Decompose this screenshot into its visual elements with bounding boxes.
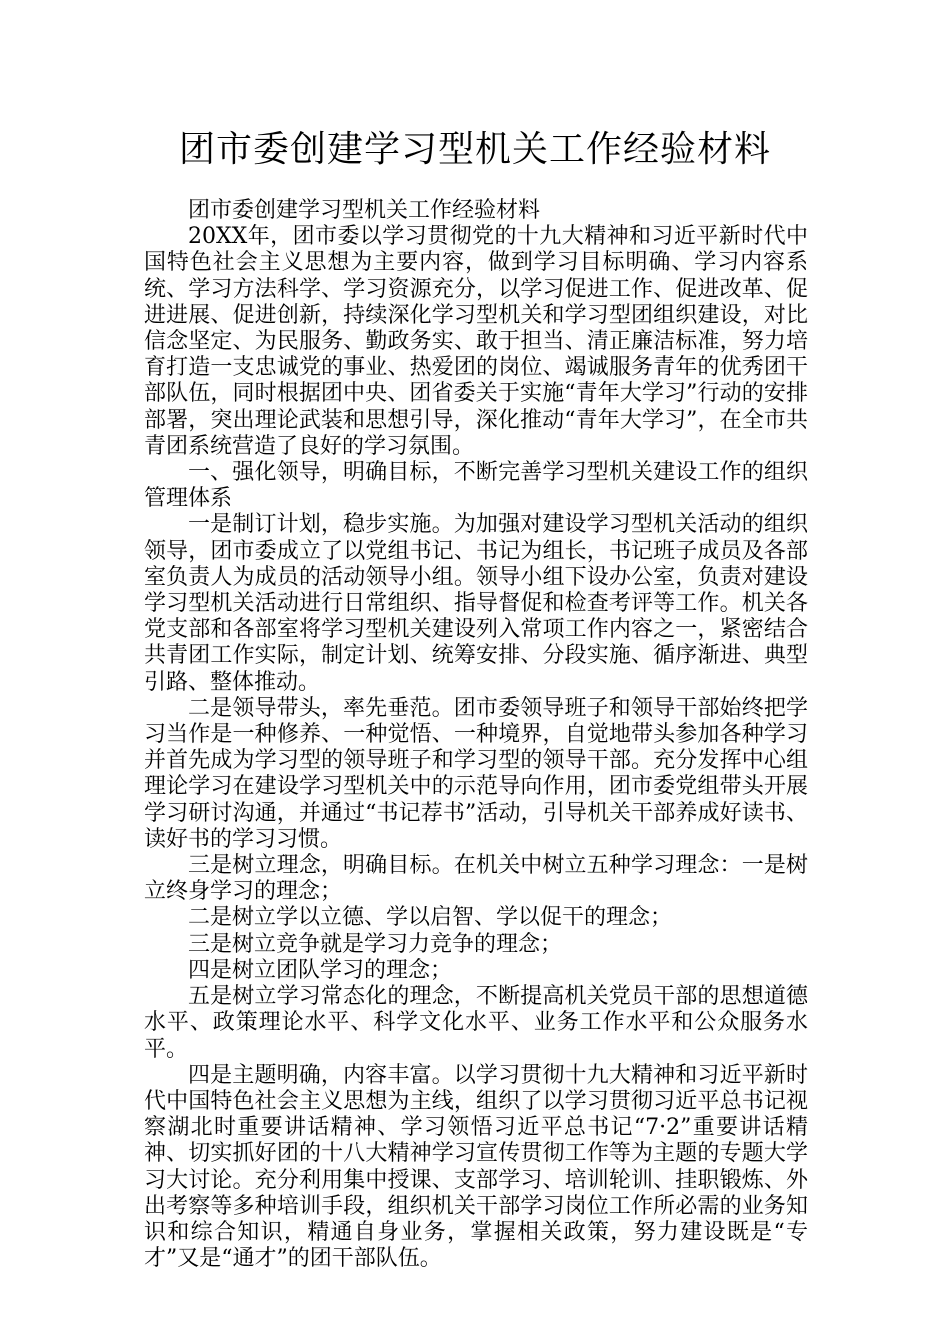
- paragraph-concept-two: 二是树立学以立德、学以启智、学以促干的理念；: [188, 905, 673, 931]
- paragraph-section-heading: 一、强化领导，明确目标，不断完善学习型机关建设工作的组织管理体系: [144, 460, 808, 512]
- document-body: [144, 198, 808, 1272]
- paragraph-concept-three: 三是树立竞争就是学习力竞争的理念；: [188, 931, 563, 957]
- paragraph-point-four: 四是主题明确，内容丰富。以学习贯彻十九大精神和习近平新时代中国特色社会主义思想为主线，组织了以学习贯彻习近平总书记视察湖北时重要讲话精神、学习领悟习近平总书记“7·2”重要讲话精神、切实抓好团的十八大精神学习宣传贯彻工作等为主题的专题大学习大讨论。充分利用集中授课、支部学习、培训轮训、挂职锻炼、外出考察等多种培训手段，组织机关干部学习岗位工作所必需的业务知识和综合知识，精通自身业务，掌握相关政策，努力建设既是“专才”又是“通才”的团干部队伍。: [144, 1062, 808, 1272]
- paragraph-subtitle: 团市委创建学习型机关工作经验材料: [188, 198, 541, 223]
- paragraph-concept-five: 五是树立学习常态化的理念，不断提高机关党员干部的思想道德水平、政策理论水平、科学文化水平、业务工作水平和公众服务水平。: [144, 984, 808, 1062]
- paragraph-point-one: 一是制订计划，稳步实施。为加强对建设学习型机关活动的组织领导，团市委成立了以党组书记、书记为组长，书记班子成员及各部室负责人为成员的活动领导小组。领导小组下设办公室，负责对建设学习型机关活动进行日常组织、指导督促和检查考评等工作。机关各党支部和各部室将学习型机关建设列入常项工作内容之一，紧密结合共青团工作实际，制定计划、统筹安排、分段实施、循序渐进、典型引路、整体推动。: [144, 512, 808, 695]
- paragraph-intro: 20XX年，团市委以学习贯彻党的十九大精神和习近平新时代中国特色社会主义思想为主要内容，做到学习目标明确、学习内容系统、学习方法科学、学习资源充分，以学习促进工作、促进改革、促进进展、促进创新，持续深化学习型机关和学习型团组织建设，对比信念坚定、为民服务、勤政务实、敢于担当、清正廉洁标准，努力培育打造一支忠诚党的事业、热爱团的岗位、竭诚服务青年的优秀团干部队伍，同时根据团中央、团省委关于实施“青年大学习”行动的安排部署，突出理论武装和思想引导，深化推动“青年大学习”，在全市共青团系统营造了良好的学习氛围。: [144, 224, 808, 459]
- paragraph-concept-four: 四是树立团队学习的理念；: [188, 957, 453, 983]
- document-title: 团市委创建学习型机关工作经验材料: [178, 129, 771, 170]
- paragraph-point-two: 二是领导带头，率先垂范。团市委领导班子和领导干部始终把学习当作是一种修养、一种觉悟、一种境界，自觉地带头参加各种学习并首先成为学习型的领导班子和学习型的领导干部。充分发挥中心组理论学习在建设学习型机关中的示范导向作用，团市委党组带头开展学习研讨沟通，并通过“书记荐书”活动，引导机关干部养成好读书、读好书的学习习惯。: [144, 695, 808, 852]
- paragraph-point-three: 三是树立理念，明确目标。在机关中树立五种学习理念：一是树立终身学习的理念；: [144, 853, 808, 905]
